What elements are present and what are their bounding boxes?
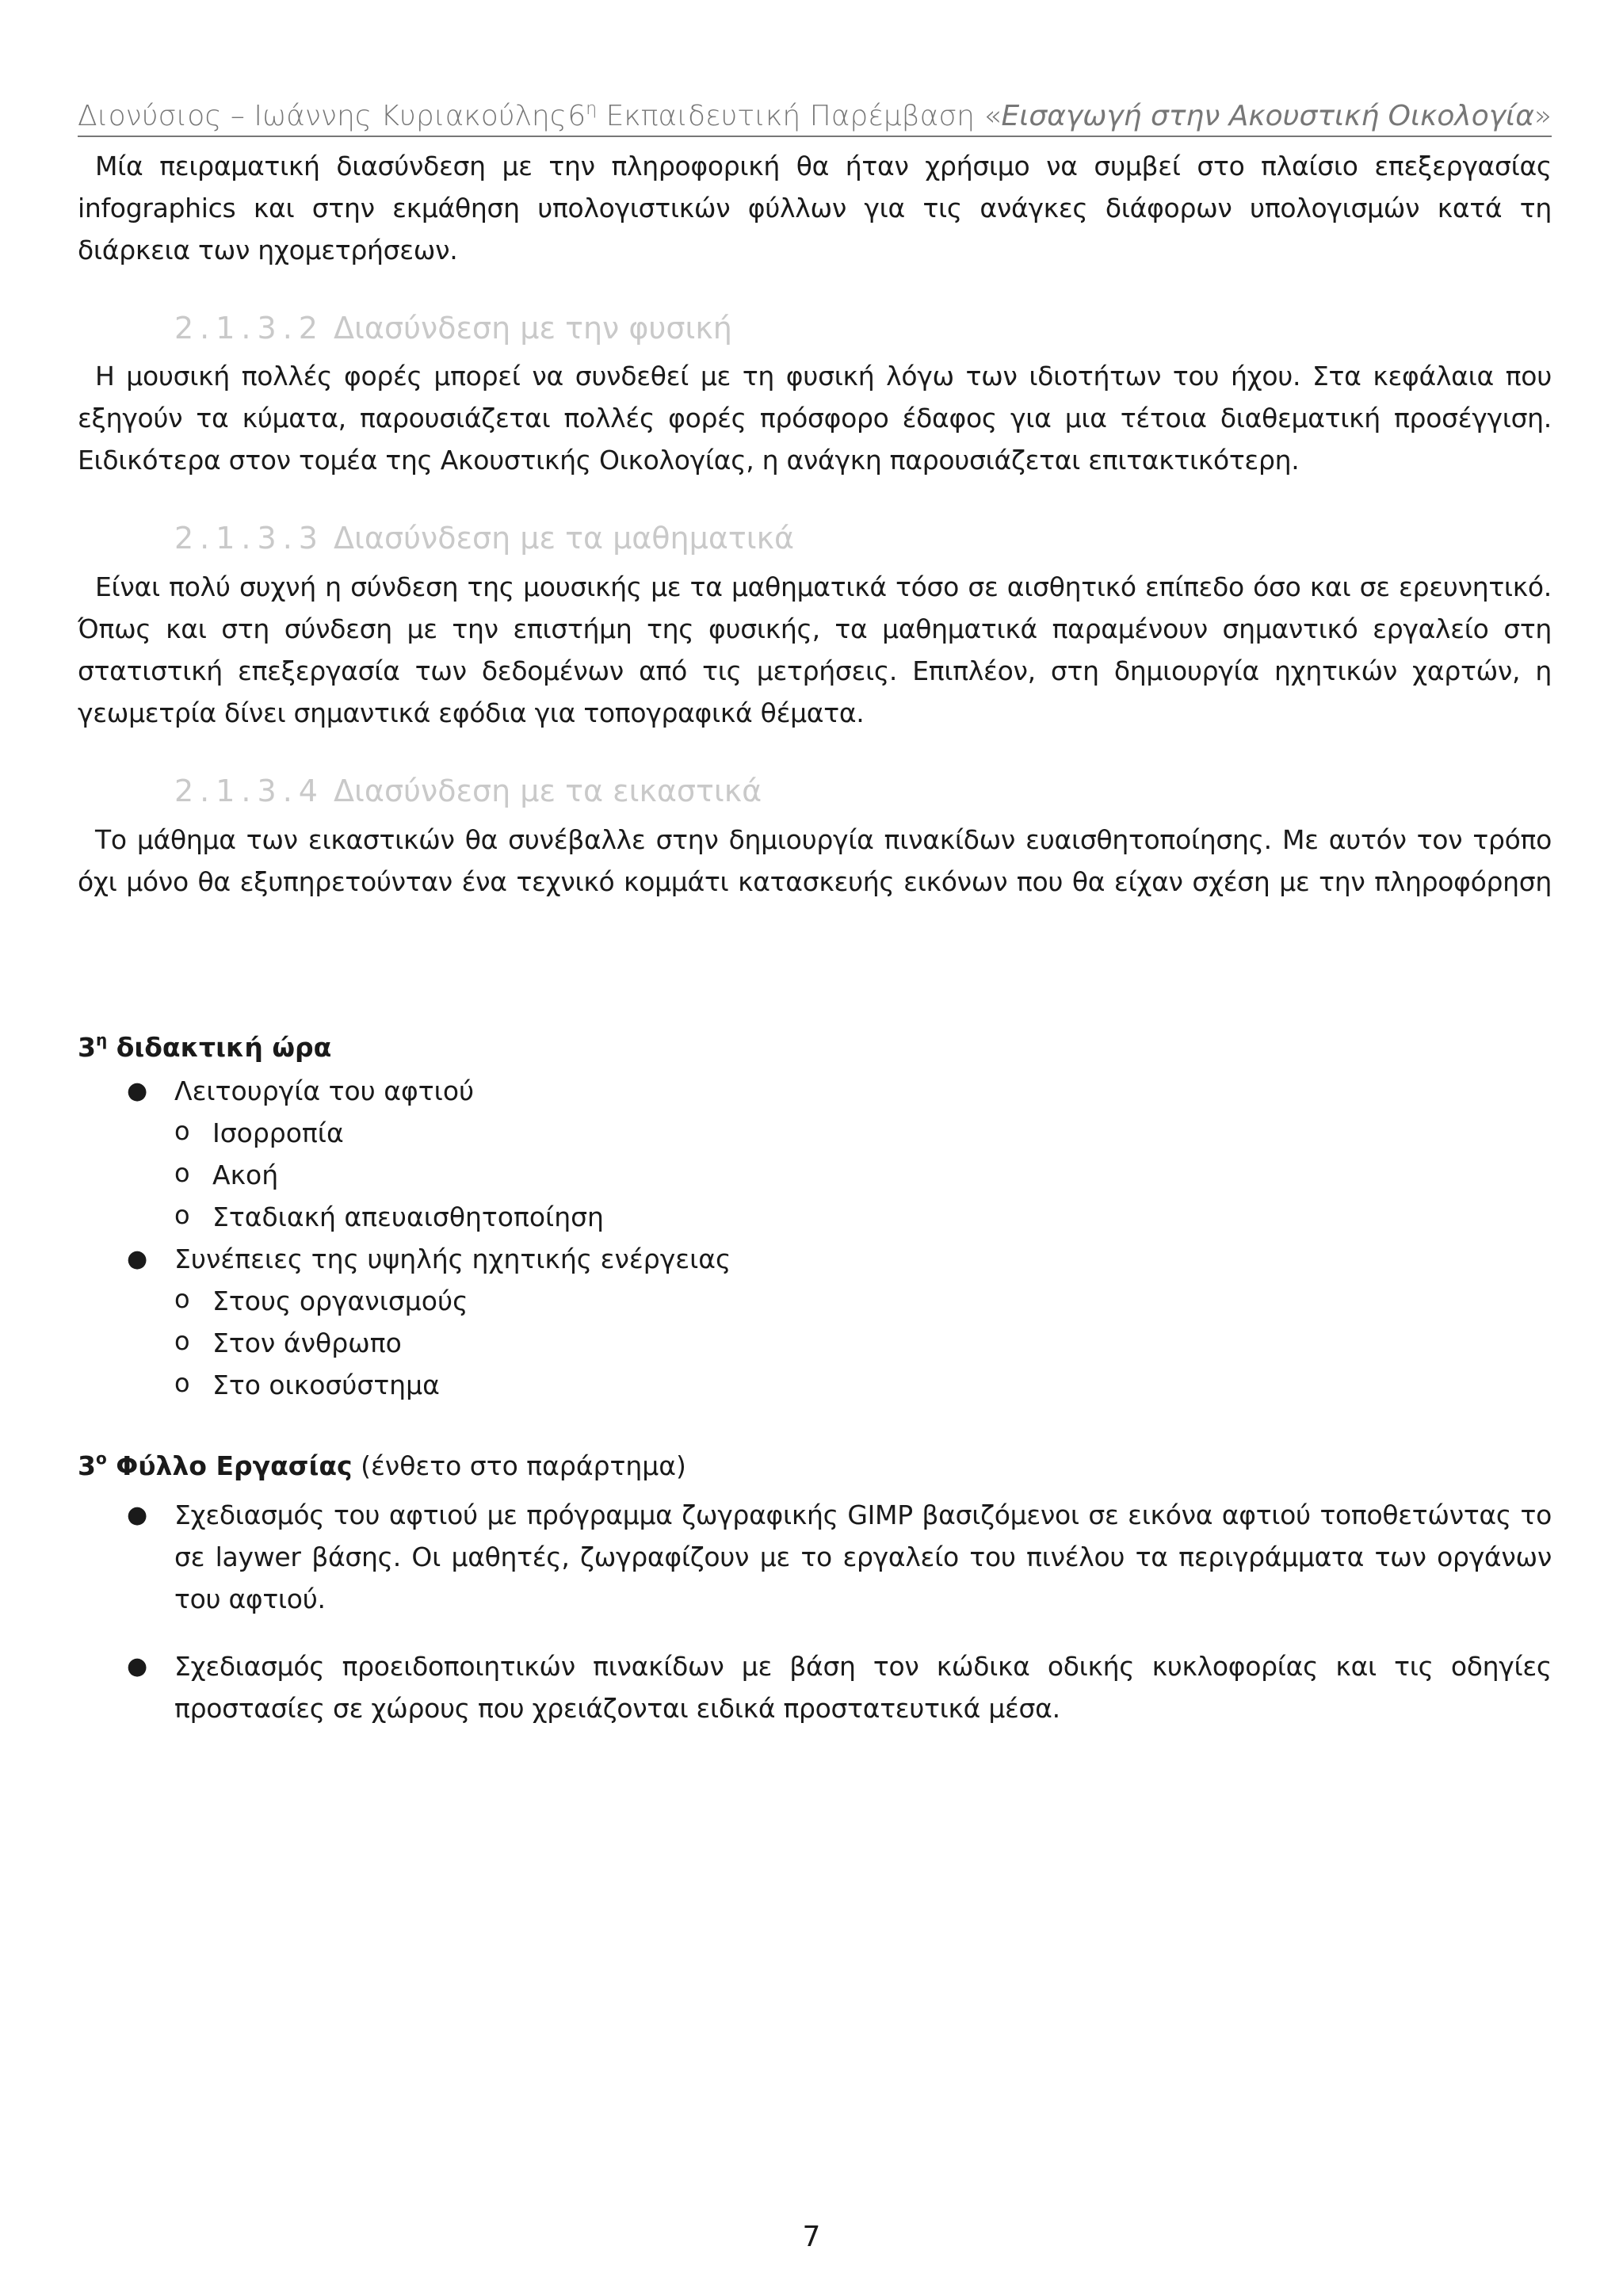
bullet-icon: ● [127, 1077, 148, 1105]
header-intervention: 6 $^\eta$ Εκπαιδευτική Παρέμβαση « Εισαγωγή στην Ακουστική Οικολογία » [567, 99, 1552, 132]
header-author: Διονύσιος – Ιωάννης Κυριακούλης [78, 100, 567, 132]
lesson-subitem-text: Ακοή [212, 1159, 279, 1190]
worksheet-note: (ένθετο στο παράρτημα) [352, 1450, 686, 1481]
lesson-subitem [174, 1112, 344, 1154]
lesson-subitem-text: Σταδιακή απευαισθητοποίηση [212, 1201, 604, 1232]
worksheet-num: 3 [78, 1450, 96, 1481]
lesson-subitem-text: Στο οικοσύστημα [212, 1370, 440, 1400]
section-number: 2.1.3.2 [174, 311, 324, 346]
lesson-item [127, 1238, 731, 1280]
section-number: 2.1.3.3 [174, 521, 324, 556]
lesson-subitem-text: Ισορροπία [212, 1117, 344, 1148]
circle-bullet-icon: o [174, 1326, 190, 1356]
section-text-arts: Το μάθημα των εικαστικών θα συνέβαλλε στην δημιουργία πινακίδων ευαισθητοποίησης. Με αυτόν τον τρόπο όχι μόνο θα εξυπηρετούνταν ένα τεχνικό κομμάτι κατασκευής εικόνων που θα είχαν σχέση με την πληροφόρηση [78, 824, 1552, 897]
worksheet-item [127, 1645, 1552, 1729]
intro-paragraph: Μία πειραματική διασύνδεση με την πληροφορική θα ήταν χρήσιμο να συμβεί στο πλαίσιο επεξεργασίας infographics και στην εκμάθηση υπολογιστικών φύλλων για τις ανάγκες διάφορων υπολογισμών κατά τη διάρκεια των ηχομετρήσεων. [78, 151, 1552, 266]
worksheet-item-text: Σχεδιασμός προειδοποιητικών πινακίδων με βάση τον κώδικα οδικής κυκλοφορίας και τις οδηγίες προστασίες σε χώρους που χρειάζονται ειδικά προστατευτικά μέσα. [174, 1651, 1552, 1724]
lesson-item-text: Λειτουργία του αφτιού [174, 1075, 475, 1106]
section-title: Διασύνδεση με τα μαθηματικά [334, 521, 795, 556]
section-text-math: Είναι πολύ συχνή η σύνδεση της μουσικής με τα μαθηματικά τόσο σε αισθητικό επίπεδο όσο και σε ερευνητικό. Όπως και στη σύνδεση με την επιστήμη της φυσικής, τα μαθηματικά παραμένουν σημαντικό εργαλείο στη στατιστική επεξεργασία των δεδομένων από τις μετρήσεις. Επιπλέον, στη δημιουργία ηχητικών χαρτών, η γεωμετρία δίνει σημαντικά εφόδια για τοπογραφικά θέματα. [78, 571, 1552, 728]
worksheet-item-text: Σχεδιασμός του αφτιού με πρόγραμμα ζωγραφικής GIMP βασιζόμενοι σε εικόνα αφτιού τοποθετώντας το σε laywer βάσης. Οι μαθητές, ζωγραφίζουν με το εργαλείο του πινέλου τα περιγράμματα των οργάνων του αφτιού. [174, 1499, 1552, 1614]
header-intervention-close: » [1533, 100, 1552, 132]
lesson-subitem [174, 1364, 440, 1406]
lesson-subitem [174, 1280, 468, 1322]
section-heading-physics [174, 309, 732, 347]
bullet-icon: ● [127, 1652, 147, 1680]
lesson-subitem [174, 1154, 279, 1196]
lesson-item-text: Συνέπειες της υψηλής ηχητικής ενέργειας [174, 1244, 731, 1274]
lesson-item [127, 1070, 475, 1112]
worksheet-label: Φύλλο Εργασίας [106, 1450, 353, 1481]
header-intervention-title: Εισαγωγή στην Ακουστική Οικολογία [1001, 100, 1534, 132]
circle-bullet-icon: o [174, 1158, 190, 1188]
lesson-heading [78, 1032, 331, 1063]
lesson-num: 3 [78, 1032, 96, 1063]
worksheet-sup: ο [95, 1449, 107, 1468]
section-text-physics: Η μουσική πολλές φορές μπορεί να συνδεθεί με τη φυσική λόγω των ιδιοτήτων του ήχου. Στα κεφάλαια που εξηγούν τα κύματα, παρουσιάζεται πολλές φορές πρόσφορο έδαφος για μια τέτοια διαθεματική προσέγγιση. Ειδικότερα στον τομέα της Ακουστικής Οικολογίας, η ανάγκη παρουσιάζεται επιτακτικότερη. [78, 361, 1552, 476]
lesson-subitem [174, 1196, 604, 1238]
worksheet-item [127, 1494, 1552, 1620]
section-heading-math [174, 519, 794, 557]
circle-bullet-icon: o [174, 1284, 190, 1314]
lesson-sup: η [95, 1030, 108, 1049]
section-title: Διασύνδεση με την φυσική [334, 311, 732, 346]
lesson-label: διδακτική ώρα [107, 1032, 332, 1063]
lesson-subitem-text: Στους οργανισμούς [212, 1286, 468, 1316]
header-intervention-label: Εκπαιδευτική Παρέμβαση « [605, 100, 1002, 132]
lesson-subitem [174, 1322, 402, 1364]
bullet-icon: ● [127, 1501, 147, 1529]
circle-bullet-icon: o [174, 1116, 190, 1146]
running-header [78, 100, 1552, 137]
page-number: 7 [802, 2221, 821, 2253]
section-heading-arts [174, 772, 762, 810]
lesson-subitem-text: Στον άνθρωπο [212, 1328, 402, 1358]
section-number: 2.1.3.4 [174, 774, 324, 808]
circle-bullet-icon: o [174, 1368, 190, 1398]
section-title: Διασύνδεση με τα εικαστικά [334, 774, 762, 808]
bullet-icon: ● [127, 1245, 148, 1273]
worksheet-heading [78, 1450, 686, 1481]
circle-bullet-icon: o [174, 1200, 190, 1230]
header-intervention-num: 6 [567, 100, 586, 132]
